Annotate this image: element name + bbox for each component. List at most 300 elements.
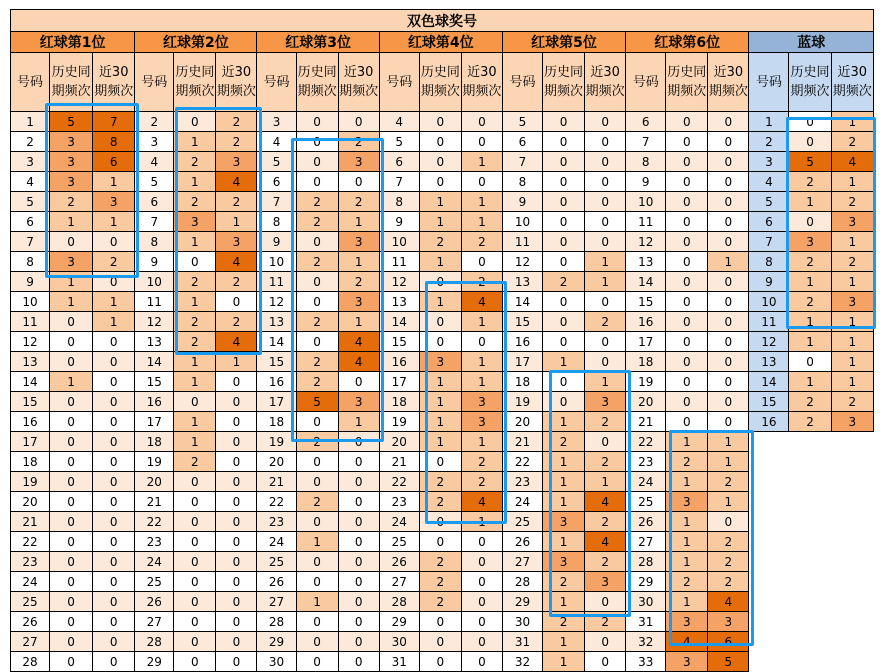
history-count: 2 bbox=[543, 432, 585, 452]
recent-count: 1 bbox=[93, 212, 135, 232]
recent-count: 2 bbox=[585, 312, 626, 332]
ball-number: 17 bbox=[626, 332, 666, 352]
history-count: 0 bbox=[419, 132, 461, 152]
blue-history-count: 2 bbox=[789, 252, 831, 272]
group-header-row bbox=[11, 32, 874, 53]
ball-number: 19 bbox=[11, 472, 50, 492]
history-count: 2 bbox=[174, 452, 216, 472]
ball-number: 29 bbox=[379, 612, 419, 632]
empty-cell bbox=[831, 492, 873, 512]
ball-number: 4 bbox=[379, 112, 419, 132]
empty-cell bbox=[749, 492, 789, 512]
ball-number: 22 bbox=[135, 512, 174, 532]
ball-number: 7 bbox=[626, 132, 666, 152]
ball-number: 13 bbox=[257, 312, 296, 332]
history-count: 2 bbox=[419, 472, 461, 492]
history-count: 2 bbox=[419, 592, 461, 612]
ball-number: 14 bbox=[135, 352, 174, 372]
table-row bbox=[11, 252, 874, 272]
recent-count: 0 bbox=[216, 432, 257, 452]
ball-number: 11 bbox=[11, 312, 50, 332]
ball-number: 30 bbox=[379, 632, 419, 652]
ball-number: 9 bbox=[626, 172, 666, 192]
history-count: 5 bbox=[296, 392, 338, 412]
empty-cell bbox=[749, 552, 789, 572]
ball-number: 23 bbox=[626, 452, 666, 472]
ball-number: 5 bbox=[135, 172, 174, 192]
ball-number: 28 bbox=[502, 572, 542, 592]
recent-header: 近30期频次 bbox=[461, 53, 502, 112]
ball-number: 7 bbox=[379, 172, 419, 192]
history-count: 0 bbox=[174, 472, 216, 492]
ball-number: 24 bbox=[626, 472, 666, 492]
ball-number: 28 bbox=[626, 552, 666, 572]
blue-ball-number: 5 bbox=[749, 192, 789, 212]
table-row bbox=[11, 592, 874, 612]
blue-recent-count: 1 bbox=[831, 312, 873, 332]
history-count: 4 bbox=[666, 632, 708, 652]
table-row bbox=[11, 132, 874, 152]
empty-cell bbox=[749, 652, 789, 672]
ball-number: 27 bbox=[11, 632, 50, 652]
recent-count: 0 bbox=[585, 352, 626, 372]
ball-number: 4 bbox=[257, 132, 296, 152]
recent-count: 2 bbox=[338, 132, 379, 152]
ball-number: 24 bbox=[135, 552, 174, 572]
recent-count: 1 bbox=[461, 192, 502, 212]
ball-number: 21 bbox=[502, 432, 542, 452]
ball-number: 27 bbox=[626, 532, 666, 552]
empty-cell bbox=[789, 592, 831, 612]
recent-count: 0 bbox=[708, 392, 749, 412]
history-count: 1 bbox=[543, 632, 585, 652]
recent-count: 0 bbox=[216, 552, 257, 572]
history-count: 1 bbox=[296, 532, 338, 552]
history-count: 3 bbox=[50, 172, 93, 192]
recent-count: 2 bbox=[216, 132, 257, 152]
ball-number: 15 bbox=[135, 372, 174, 392]
recent-count: 1 bbox=[338, 212, 379, 232]
ball-number: 23 bbox=[11, 552, 50, 572]
ball-number: 6 bbox=[626, 112, 666, 132]
empty-cell bbox=[789, 432, 831, 452]
recent-count: 1 bbox=[338, 412, 379, 432]
empty-cell bbox=[749, 532, 789, 552]
empty-cell bbox=[789, 612, 831, 632]
blue-recent-count: 2 bbox=[831, 192, 873, 212]
ball-number: 10 bbox=[257, 252, 296, 272]
empty-cell bbox=[831, 552, 873, 572]
recent-count: 2 bbox=[585, 412, 626, 432]
ball-number: 16 bbox=[379, 352, 419, 372]
recent-count: 0 bbox=[338, 172, 379, 192]
blue-history-count: 0 bbox=[789, 132, 831, 152]
ball-number: 33 bbox=[626, 652, 666, 672]
history-count: 0 bbox=[419, 632, 461, 652]
history-count: 1 bbox=[543, 592, 585, 612]
history-count: 0 bbox=[296, 512, 338, 532]
recent-count: 0 bbox=[216, 392, 257, 412]
history-count: 0 bbox=[666, 292, 708, 312]
recent-count: 0 bbox=[585, 152, 626, 172]
lottery-table-wrapper bbox=[10, 9, 874, 672]
history-count: 0 bbox=[543, 212, 585, 232]
recent-count: 0 bbox=[338, 632, 379, 652]
recent-count: 0 bbox=[585, 592, 626, 612]
table-row bbox=[11, 232, 874, 252]
recent-count: 0 bbox=[708, 172, 749, 192]
recent-count: 4 bbox=[216, 332, 257, 352]
recent-count: 0 bbox=[93, 232, 135, 252]
ball-number: 15 bbox=[502, 312, 542, 332]
recent-count: 2 bbox=[708, 552, 749, 572]
ball-number: 17 bbox=[11, 432, 50, 452]
history-count: 0 bbox=[543, 232, 585, 252]
history-count: 0 bbox=[296, 472, 338, 492]
recent-count: 1 bbox=[216, 352, 257, 372]
recent-count: 6 bbox=[708, 632, 749, 652]
recent-count: 0 bbox=[338, 532, 379, 552]
ball-number: 29 bbox=[135, 652, 174, 672]
recent-count: 0 bbox=[708, 332, 749, 352]
ball-number: 28 bbox=[379, 592, 419, 612]
history-count: 3 bbox=[419, 352, 461, 372]
empty-cell bbox=[789, 632, 831, 652]
history-count: 0 bbox=[296, 632, 338, 652]
recent-count: 3 bbox=[708, 612, 749, 632]
ball-number: 25 bbox=[502, 512, 542, 532]
history-count: 3 bbox=[666, 612, 708, 632]
table-row bbox=[11, 372, 874, 392]
ball-number: 16 bbox=[11, 412, 50, 432]
recent-count: 0 bbox=[708, 272, 749, 292]
history-count: 1 bbox=[50, 372, 93, 392]
recent-count: 0 bbox=[216, 512, 257, 532]
recent-count: 4 bbox=[216, 172, 257, 192]
history-count: 0 bbox=[50, 412, 93, 432]
history-count: 0 bbox=[50, 432, 93, 452]
ball-number: 10 bbox=[11, 292, 50, 312]
blue-history-count: 1 bbox=[789, 372, 831, 392]
ball-number: 28 bbox=[135, 632, 174, 652]
ball-number: 20 bbox=[379, 432, 419, 452]
ball-number: 12 bbox=[502, 252, 542, 272]
ball-number: 17 bbox=[502, 352, 542, 372]
history-count: 1 bbox=[174, 432, 216, 452]
recent-count: 4 bbox=[461, 292, 502, 312]
history-count: 1 bbox=[543, 652, 585, 672]
history-header: 历史同期频次 bbox=[666, 53, 708, 112]
recent-count: 4 bbox=[708, 592, 749, 612]
ball-number: 4 bbox=[135, 152, 174, 172]
history-count: 0 bbox=[50, 332, 93, 352]
recent-count: 0 bbox=[216, 472, 257, 492]
blue-recent-count: 4 bbox=[831, 152, 873, 172]
recent-count: 0 bbox=[338, 552, 379, 572]
history-count: 1 bbox=[174, 292, 216, 312]
blue-recent-count: 1 bbox=[831, 352, 873, 372]
history-count: 1 bbox=[174, 352, 216, 372]
table-row bbox=[11, 212, 874, 232]
history-count: 0 bbox=[50, 652, 93, 672]
history-count: 0 bbox=[50, 232, 93, 252]
recent-count: 0 bbox=[461, 112, 502, 132]
empty-cell bbox=[749, 452, 789, 472]
history-count: 0 bbox=[296, 292, 338, 312]
recent-header: 近30期频次 bbox=[585, 53, 626, 112]
history-count: 1 bbox=[666, 592, 708, 612]
history-count: 2 bbox=[296, 312, 338, 332]
recent-count: 0 bbox=[338, 452, 379, 472]
blue-recent-count: 1 bbox=[831, 172, 873, 192]
blue-history-count: 1 bbox=[789, 312, 831, 332]
ball-number: 29 bbox=[502, 592, 542, 612]
ball-number: 1 bbox=[11, 112, 50, 132]
recent-count: 0 bbox=[338, 612, 379, 632]
ball-number: 10 bbox=[135, 272, 174, 292]
ball-number: 22 bbox=[257, 492, 296, 512]
table-row bbox=[11, 452, 874, 472]
history-count: 2 bbox=[296, 432, 338, 452]
history-count: 0 bbox=[50, 312, 93, 332]
empty-cell bbox=[789, 532, 831, 552]
table-row bbox=[11, 152, 874, 172]
blue-recent-count: 3 bbox=[831, 412, 873, 432]
blue-ball-number: 7 bbox=[749, 232, 789, 252]
history-count: 0 bbox=[50, 572, 93, 592]
recent-count: 0 bbox=[338, 652, 379, 672]
ball-number: 27 bbox=[502, 552, 542, 572]
recent-count: 2 bbox=[338, 192, 379, 212]
ball-number: 20 bbox=[135, 472, 174, 492]
history-count: 1 bbox=[419, 192, 461, 212]
recent-header: 近30期频次 bbox=[831, 53, 873, 112]
recent-count: 2 bbox=[585, 452, 626, 472]
ball-number: 28 bbox=[11, 652, 50, 672]
history-count: 1 bbox=[419, 412, 461, 432]
recent-count: 2 bbox=[216, 192, 257, 212]
recent-count: 4 bbox=[585, 492, 626, 512]
history-count: 1 bbox=[419, 292, 461, 312]
recent-count: 3 bbox=[338, 392, 379, 412]
column-header-row bbox=[11, 53, 874, 112]
ball-number: 11 bbox=[257, 272, 296, 292]
ball-number: 15 bbox=[11, 392, 50, 412]
history-count: 0 bbox=[666, 112, 708, 132]
history-count: 2 bbox=[543, 572, 585, 592]
ball-number: 31 bbox=[502, 632, 542, 652]
history-count: 1 bbox=[174, 232, 216, 252]
ball-number: 6 bbox=[135, 192, 174, 212]
ball-number: 24 bbox=[257, 532, 296, 552]
history-count: 2 bbox=[419, 492, 461, 512]
history-count: 0 bbox=[543, 172, 585, 192]
recent-count: 0 bbox=[585, 212, 626, 232]
recent-header: 近30期频次 bbox=[216, 53, 257, 112]
table-row bbox=[11, 352, 874, 372]
recent-count: 0 bbox=[585, 432, 626, 452]
history-count: 1 bbox=[419, 372, 461, 392]
history-count: 2 bbox=[543, 272, 585, 292]
recent-count: 0 bbox=[216, 632, 257, 652]
history-count: 1 bbox=[419, 392, 461, 412]
history-count: 0 bbox=[174, 632, 216, 652]
ball-number: 20 bbox=[257, 452, 296, 472]
history-count: 0 bbox=[543, 392, 585, 412]
recent-count: 2 bbox=[461, 472, 502, 492]
blue-history-count: 2 bbox=[789, 172, 831, 192]
recent-count: 0 bbox=[93, 552, 135, 572]
recent-count: 4 bbox=[461, 492, 502, 512]
history-count: 0 bbox=[666, 132, 708, 152]
ball-number: 6 bbox=[11, 212, 50, 232]
recent-count: 2 bbox=[708, 572, 749, 592]
recent-count: 0 bbox=[93, 472, 135, 492]
recent-count: 2 bbox=[585, 552, 626, 572]
ball-number: 18 bbox=[502, 372, 542, 392]
history-count: 1 bbox=[543, 452, 585, 472]
history-count: 1 bbox=[419, 212, 461, 232]
history-count: 1 bbox=[296, 592, 338, 612]
number-header: 号码 bbox=[379, 53, 419, 112]
history-count: 0 bbox=[296, 652, 338, 672]
table-row bbox=[11, 532, 874, 552]
history-count: 0 bbox=[50, 452, 93, 472]
empty-cell bbox=[789, 472, 831, 492]
history-count: 1 bbox=[174, 372, 216, 392]
history-count: 2 bbox=[296, 352, 338, 372]
red-group-header-3: 红球第3位 bbox=[257, 32, 379, 53]
recent-count: 0 bbox=[461, 532, 502, 552]
empty-cell bbox=[789, 572, 831, 592]
history-count: 1 bbox=[50, 292, 93, 312]
history-count: 1 bbox=[174, 412, 216, 432]
ball-number: 21 bbox=[257, 472, 296, 492]
history-count: 0 bbox=[174, 392, 216, 412]
history-count: 0 bbox=[419, 172, 461, 192]
red-group-header-5: 红球第5位 bbox=[502, 32, 625, 53]
history-count: 0 bbox=[419, 512, 461, 532]
recent-count: 3 bbox=[461, 392, 502, 412]
empty-cell bbox=[831, 432, 873, 452]
ball-number: 21 bbox=[11, 512, 50, 532]
blue-ball-number: 1 bbox=[749, 112, 789, 132]
recent-count: 3 bbox=[216, 152, 257, 172]
history-count: 0 bbox=[543, 252, 585, 272]
history-count: 1 bbox=[543, 492, 585, 512]
blue-recent-count: 2 bbox=[831, 392, 873, 412]
red-group-header-1: 红球第1位 bbox=[11, 32, 135, 53]
ball-number: 26 bbox=[135, 592, 174, 612]
ball-number: 4 bbox=[11, 172, 50, 192]
history-count: 2 bbox=[666, 572, 708, 592]
recent-count: 0 bbox=[93, 572, 135, 592]
ball-number: 19 bbox=[502, 392, 542, 412]
blue-ball-number: 15 bbox=[749, 392, 789, 412]
blue-ball-number: 3 bbox=[749, 152, 789, 172]
ball-number: 31 bbox=[379, 652, 419, 672]
history-count: 0 bbox=[666, 232, 708, 252]
recent-count: 0 bbox=[461, 592, 502, 612]
recent-count: 2 bbox=[708, 532, 749, 552]
recent-count: 0 bbox=[93, 332, 135, 352]
history-count: 0 bbox=[666, 272, 708, 292]
ball-number: 5 bbox=[379, 132, 419, 152]
history-count: 0 bbox=[666, 392, 708, 412]
ball-number: 10 bbox=[502, 212, 542, 232]
blue-history-count: 2 bbox=[789, 412, 831, 432]
ball-number: 13 bbox=[11, 352, 50, 372]
history-count: 0 bbox=[50, 472, 93, 492]
blue-recent-count: 1 bbox=[831, 332, 873, 352]
recent-count: 0 bbox=[585, 132, 626, 152]
history-count: 0 bbox=[174, 112, 216, 132]
history-count: 0 bbox=[296, 552, 338, 572]
recent-count: 0 bbox=[216, 412, 257, 432]
lottery-frequency-table bbox=[10, 9, 874, 672]
history-count: 0 bbox=[666, 212, 708, 232]
recent-count: 1 bbox=[461, 352, 502, 372]
ball-number: 3 bbox=[11, 152, 50, 172]
recent-count: 0 bbox=[708, 372, 749, 392]
history-count: 0 bbox=[666, 192, 708, 212]
recent-count: 3 bbox=[338, 232, 379, 252]
ball-number: 17 bbox=[379, 372, 419, 392]
history-count: 2 bbox=[296, 492, 338, 512]
ball-number: 26 bbox=[257, 572, 296, 592]
blue-ball-number: 6 bbox=[749, 212, 789, 232]
ball-number: 16 bbox=[257, 372, 296, 392]
ball-number: 10 bbox=[626, 192, 666, 212]
ball-number: 13 bbox=[626, 252, 666, 272]
ball-number: 8 bbox=[379, 192, 419, 212]
history-count: 0 bbox=[50, 592, 93, 612]
recent-count: 1 bbox=[585, 372, 626, 392]
table-row bbox=[11, 552, 874, 572]
recent-count: 1 bbox=[708, 452, 749, 472]
recent-count: 0 bbox=[93, 612, 135, 632]
table-row bbox=[11, 572, 874, 592]
history-count: 3 bbox=[50, 252, 93, 272]
history-count: 2 bbox=[419, 232, 461, 252]
ball-number: 18 bbox=[626, 352, 666, 372]
history-count: 2 bbox=[419, 552, 461, 572]
number-header: 号码 bbox=[626, 53, 666, 112]
history-header: 历史同期频次 bbox=[543, 53, 585, 112]
history-count: 0 bbox=[296, 152, 338, 172]
recent-count: 2 bbox=[585, 612, 626, 632]
recent-count: 4 bbox=[338, 332, 379, 352]
history-count: 3 bbox=[50, 152, 93, 172]
recent-count: 0 bbox=[461, 132, 502, 152]
ball-number: 30 bbox=[257, 652, 296, 672]
ball-number: 14 bbox=[257, 332, 296, 352]
ball-number: 8 bbox=[257, 212, 296, 232]
recent-count: 0 bbox=[93, 432, 135, 452]
history-count: 2 bbox=[543, 612, 585, 632]
history-count: 0 bbox=[50, 552, 93, 572]
history-count: 0 bbox=[296, 332, 338, 352]
recent-count: 2 bbox=[461, 452, 502, 472]
ball-number: 25 bbox=[11, 592, 50, 612]
history-count: 0 bbox=[50, 512, 93, 532]
ball-number: 6 bbox=[502, 132, 542, 152]
recent-count: 2 bbox=[585, 512, 626, 532]
table-row bbox=[11, 192, 874, 212]
history-count: 0 bbox=[419, 652, 461, 672]
history-count: 1 bbox=[419, 252, 461, 272]
recent-count: 2 bbox=[708, 472, 749, 492]
